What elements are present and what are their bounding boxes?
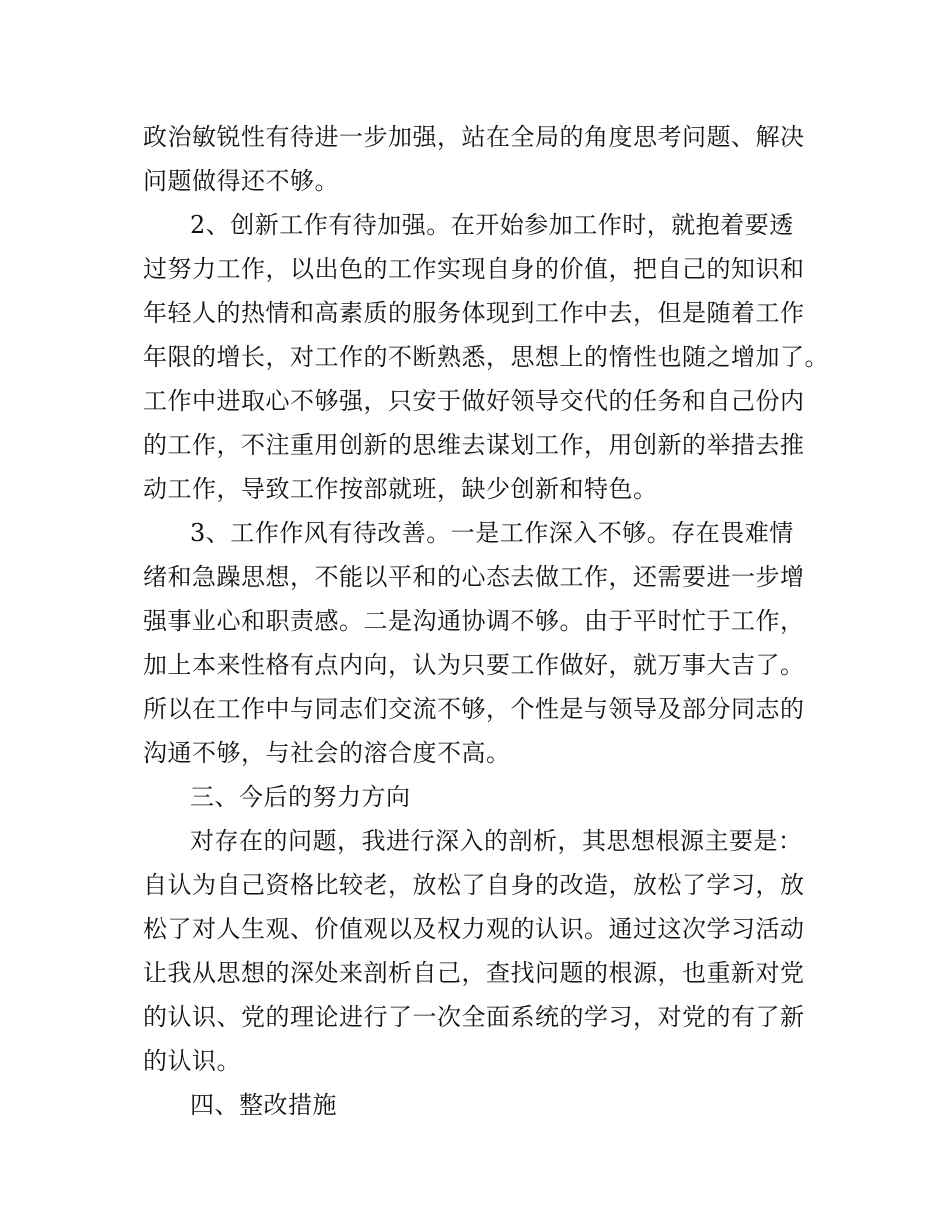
section-heading-4: 四、整改措施 — [190, 1091, 337, 1119]
text-line: 工作中进取心不够强，只安于做好领导交代的任务和自己份内 — [143, 387, 805, 415]
text-line: 过努力工作，以出色的工作实现自身的价值，把自己的知识和 — [143, 255, 805, 283]
text-line: 加上本来性格有点内向，认为只要工作做好，就万事大吉了。 — [143, 651, 805, 679]
text-line: 的认识、党的理论进行了一次全面系统的学习，对党的有了新 — [143, 1003, 805, 1031]
text-line: 绪和急躁思想，不能以平和的心态去做工作，还需要进一步增 — [143, 563, 805, 591]
text-line: 松了对人生观、价值观以及权力观的认识。通过这次学习活动 — [143, 915, 805, 943]
text-line: 自认为自己资格比较老，放松了自身的改造，放松了学习，放 — [143, 871, 805, 899]
text-line: 的工作，不注重用创新的思维去谋划工作，用创新的举措去推 — [143, 431, 805, 459]
text-line: 所以在工作中与同志们交流不够，个性是与领导及部分同志的 — [143, 695, 805, 723]
text-line: 年轻人的热情和高素质的服务体现到工作中去，但是随着工作 — [143, 299, 805, 327]
paragraph-heading-2: 2、创新工作有待加强。在开始参加工作时，就抱着要透 — [190, 211, 794, 239]
text-line: 对存在的问题，我进行深入的剖析，其思想根源主要是： — [190, 827, 803, 855]
text-line: 动工作，导致工作按部就班，缺少创新和特色。 — [143, 475, 658, 503]
text-line: 沟通不够，与社会的溶合度不高。 — [143, 739, 511, 767]
paragraph-heading-3: 3、工作作风有待改善。一是工作深入不够。存在畏难情 — [190, 519, 794, 547]
text-line: 强事业心和职责感。二是沟通协调不够。由于平时忙于工作， — [143, 607, 805, 635]
text-line: 让我从思想的深处来剖析自己，查找问题的根源，也重新对党 — [143, 959, 805, 987]
text-line: 的认识。 — [143, 1047, 241, 1075]
text-line: 问题做得还不够。 — [143, 167, 339, 195]
section-heading-3: 三、今后的努力方向 — [190, 783, 411, 811]
text-line: 年限的增长，对工作的不断熟悉，思想上的惰性也随之增加了。 — [143, 343, 829, 371]
text-line: 政治敏锐性有待进一步加强，站在全局的角度思考问题、解决 — [143, 123, 805, 151]
